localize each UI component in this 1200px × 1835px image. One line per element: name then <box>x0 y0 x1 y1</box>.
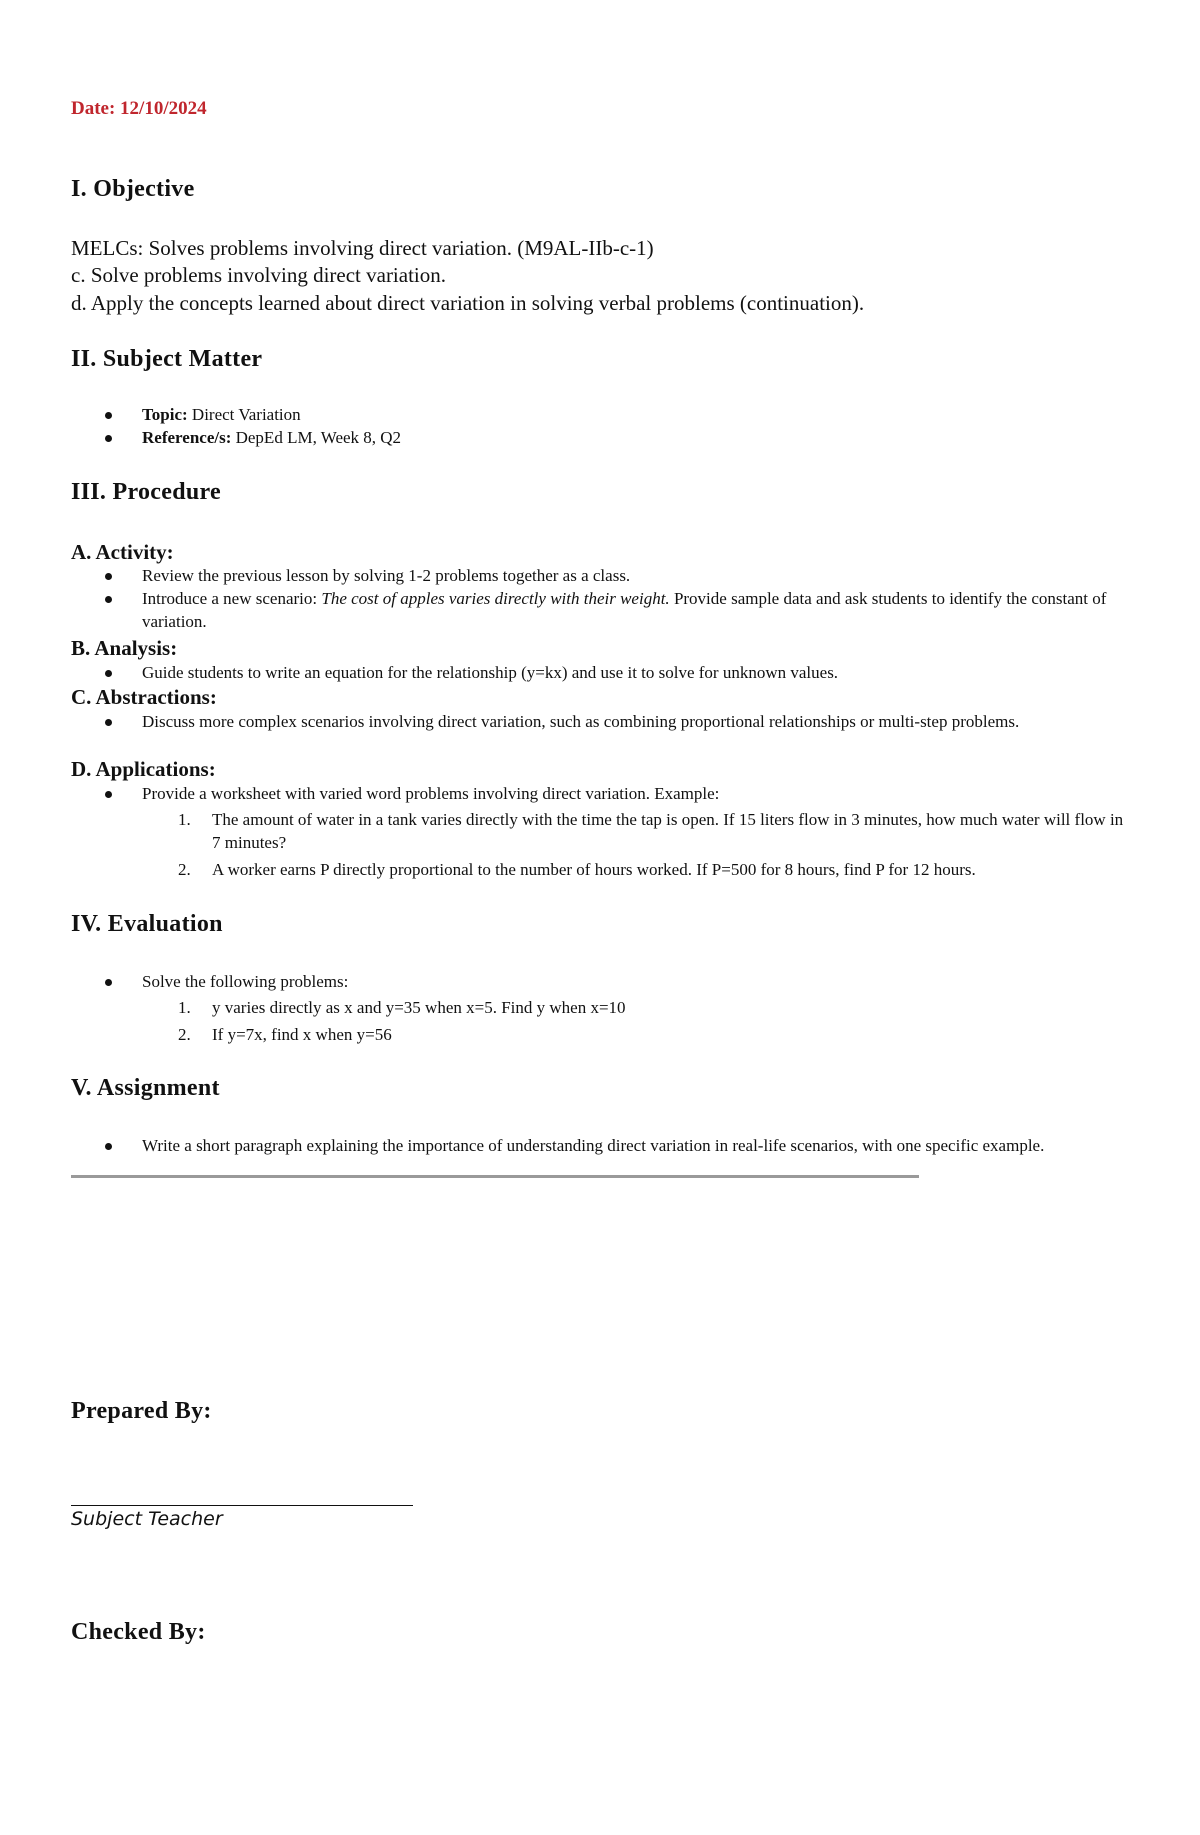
checked-by-label: Checked By: <box>71 1619 206 1645</box>
procedure-heading: III. Procedure <box>71 479 221 505</box>
section-divider <box>71 1175 919 1178</box>
problem-item: 2. If y=7x, find x when y=56 <box>178 1025 392 1044</box>
objective-c-line: c. Solve problems involving direct variation. <box>71 263 447 287</box>
applications-heading: D. Applications: <box>71 757 216 781</box>
assignment-heading: V. Assignment <box>71 1075 220 1101</box>
applications-list <box>0 782 1130 885</box>
topic-label: Topic: <box>142 405 188 424</box>
abstractions-list <box>0 710 1130 733</box>
topic-value: Direct Variation <box>187 405 301 424</box>
applications-problems <box>142 808 1130 881</box>
reference-label: Reference/s: <box>142 428 232 447</box>
evaluation-item-1: Solve the following problems: 1. y varies directly as x and y=35 when x=5. Find y when x=10 2. If y=7x, find x when y=56 <box>0 970 1130 1046</box>
abstractions-item-1: Discuss more complex scenarios involving direct variation, such as combining proportional relationships or multi-step problems. <box>0 710 1130 733</box>
objective-heading: I. Objective <box>71 176 195 202</box>
scenario-text: The cost of apples varies directly with their weight. <box>321 589 670 608</box>
lesson-date: Date: 12/10/2024 <box>71 98 207 119</box>
applications-item-1: Provide a worksheet with varied word problems involving direct variation. Example: 1. The amount of water in a tank varies directly with the time the tap is open. If 15 liters flow in 3 minutes, how much water will flow in 7 minutes? 2. A worker earns P directly proportional to the number of hours worked. If P=500 for 8 hours, find P for 12 hours. <box>0 782 1130 881</box>
activity-item-2: Introduce a new scenario: The cost of apples varies directly with their weight. Provide sample data and ask students to identify the constant of variation. <box>0 587 1130 633</box>
signature-line <box>71 1505 413 1506</box>
evaluation-heading: IV. Evaluation <box>71 911 223 937</box>
bullet-icon <box>105 719 112 726</box>
evaluation-list <box>0 970 1130 1050</box>
prepared-by-label: Prepared By: <box>71 1398 212 1424</box>
assignment-item-1: Write a short paragraph explaining the importance of understanding direct variation in real-life scenarios, with one specific example. <box>0 1134 1130 1157</box>
bullet-icon <box>105 412 112 419</box>
subject-teacher-label: Subject Teacher <box>71 1508 223 1530</box>
assignment-list <box>0 1134 1130 1157</box>
abstractions-heading: C. Abstractions: <box>71 685 217 709</box>
activity-item-1: Review the previous lesson by solving 1-2 problems together as a class. <box>0 564 1130 587</box>
bullet-icon <box>105 573 112 580</box>
topic-item <box>0 403 1130 426</box>
bullet-icon <box>105 979 112 986</box>
bullet-icon <box>105 596 112 603</box>
subject-matter-heading: II. Subject Matter <box>71 346 263 372</box>
activity-heading: A. Activity: <box>71 540 174 564</box>
problem-item: 2. A worker earns P directly proportional to the number of hours worked. If P=500 for 8 hours, find P for 12 hours. <box>178 860 976 879</box>
analysis-item-1: Guide students to write an equation for the relationship (y=kx) and use it to solve for unknown values. <box>0 661 1130 684</box>
subject-matter-list <box>0 403 1130 449</box>
objective-d-line: d. Apply the concepts learned about direct variation in solving verbal problems (continuation). <box>71 291 865 315</box>
reference-value: DepEd LM, Week 8, Q2 <box>231 428 402 447</box>
bullet-icon <box>105 435 112 442</box>
reference-item <box>0 426 1130 449</box>
evaluation-problems <box>142 996 1130 1046</box>
analysis-list <box>0 661 1130 684</box>
activity-list <box>0 564 1130 633</box>
bullet-icon <box>105 791 112 798</box>
melcs-line: MELCs: Solves problems involving direct variation. (M9AL-IIb-c-1) <box>71 236 654 260</box>
problem-item: 1. y varies directly as x and y=35 when x=5. Find y when x=10 <box>178 998 626 1017</box>
bullet-icon <box>105 670 112 677</box>
problem-item: 1. The amount of water in a tank varies directly with the time the tap is open. If 15 liters flow in 3 minutes, how much water will flow in 7 minutes? <box>178 810 1124 852</box>
bullet-icon <box>105 1143 112 1150</box>
analysis-heading: B. Analysis: <box>71 636 178 660</box>
